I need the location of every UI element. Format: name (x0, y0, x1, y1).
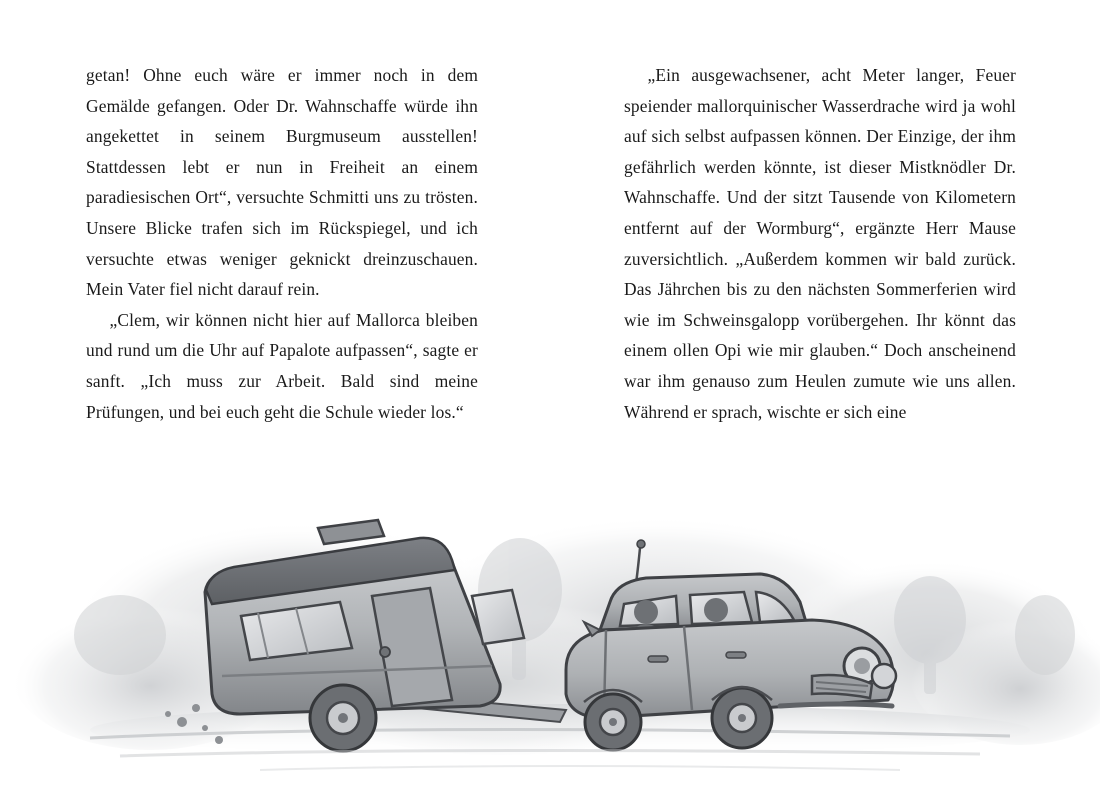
illustration-car-with-caravan (0, 470, 1100, 797)
right-column (624, 60, 1016, 427)
illustration-svg (0, 470, 1100, 797)
paragraph: „Clem, wir können nicht hier auf Mallorca bleiben und rund um die Uhr auf Papalote aufpassen“, sagte er sanft. „Ich muss zur Arbeit. Bald sind meine Prüfungen, und bei euch geht die Schule wieder los.“ (86, 309, 478, 422)
car-front-wheel (712, 688, 772, 748)
text-area (86, 60, 1016, 427)
headlight-small (872, 664, 896, 688)
paragraph: getan! Ohne euch wäre er immer noch in dem Gemälde gefangen. Oder Dr. Wahnschaffe würde ihn angekettet in seinem Burgmuseum ausstellen! Stattdessen lebt er nun in Freiheit an einem paradiesischen Ort“, versuchte Schmitti uns zu trösten. Unsere Blicke trafen sich im Rückspiegel, und ich versuchte etwas weniger geknickt dreinzuschauen. Mein Vater fiel nicht darauf rein. (86, 65, 478, 300)
paragraph: „Ein ausgewachsener, acht Meter langer, Feuer speiender mallorquinischer Wasserdrache wird ja wohl auf sich selbst aufpassen können. Der Einzige, der ihm gefährlich werden könnte, ist dieser Mistknödler Dr. Wahnschaffe. Und der sitzt Tausende von Kilometern entfernt auf der Wormburg“, ergänzte Herr Mause zuversichtlich. „Außerdem kommen wir bald zurück. Das Jährchen bis zu den nächsten Sommerferien wird wie im Schweinsgalopp vorübergehen. Ihr könnt das einem ollen Opi wie mir glauben.“ Doch anscheinend war ihm genauso zum Heulen zumute wie uns allen. Während er sprach, wischte er sich eine (624, 65, 1016, 422)
car-rear-wheel (585, 694, 641, 750)
caravan-wheel (310, 685, 376, 751)
left-column (86, 60, 478, 427)
